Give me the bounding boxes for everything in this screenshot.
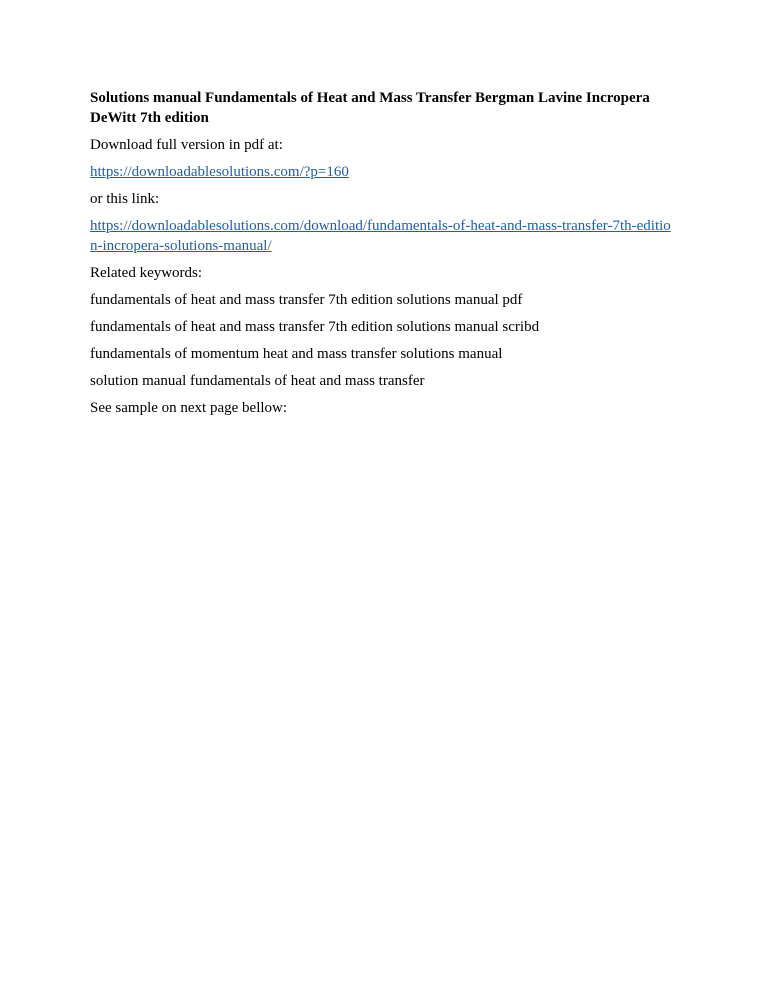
keyword-item: fundamentals of heat and mass transfer 7th edition solutions manual scribd — [90, 319, 540, 335]
title-line-1: Solutions manual Fundamentals of Heat and Mass Transfer Bergman Lavine Incropera — [90, 90, 650, 106]
download-link[interactable]: https://downloadablesolutions.com/?p=160 — [90, 164, 349, 180]
alternate-link-line-1[interactable]: https://downloadablesolutions.com/download/fundamentals-of-heat-and-mass-transfer-7th-editio — [90, 218, 671, 234]
keyword-item: fundamentals of heat and mass transfer 7th edition solutions manual pdf — [90, 292, 523, 308]
sample-text: See sample on next page bellow: — [90, 400, 288, 416]
document-page — [90, 88, 690, 418]
or-link-text: or this link: — [90, 191, 160, 207]
download-text: Download full version in pdf at: — [90, 137, 283, 153]
alternate-link[interactable] — [90, 216, 690, 256]
related-keywords-label: Related keywords: — [90, 265, 203, 281]
keyword-item: fundamentals of momentum heat and mass transfer solutions manual — [90, 346, 503, 362]
alternate-link-line-2[interactable]: n-incropera-solutions-manual/ — [90, 238, 272, 254]
keyword-item: solution manual fundamentals of heat and mass transfer — [90, 373, 425, 389]
document-title — [90, 88, 690, 128]
title-line-2: DeWitt 7th edition — [90, 110, 209, 126]
